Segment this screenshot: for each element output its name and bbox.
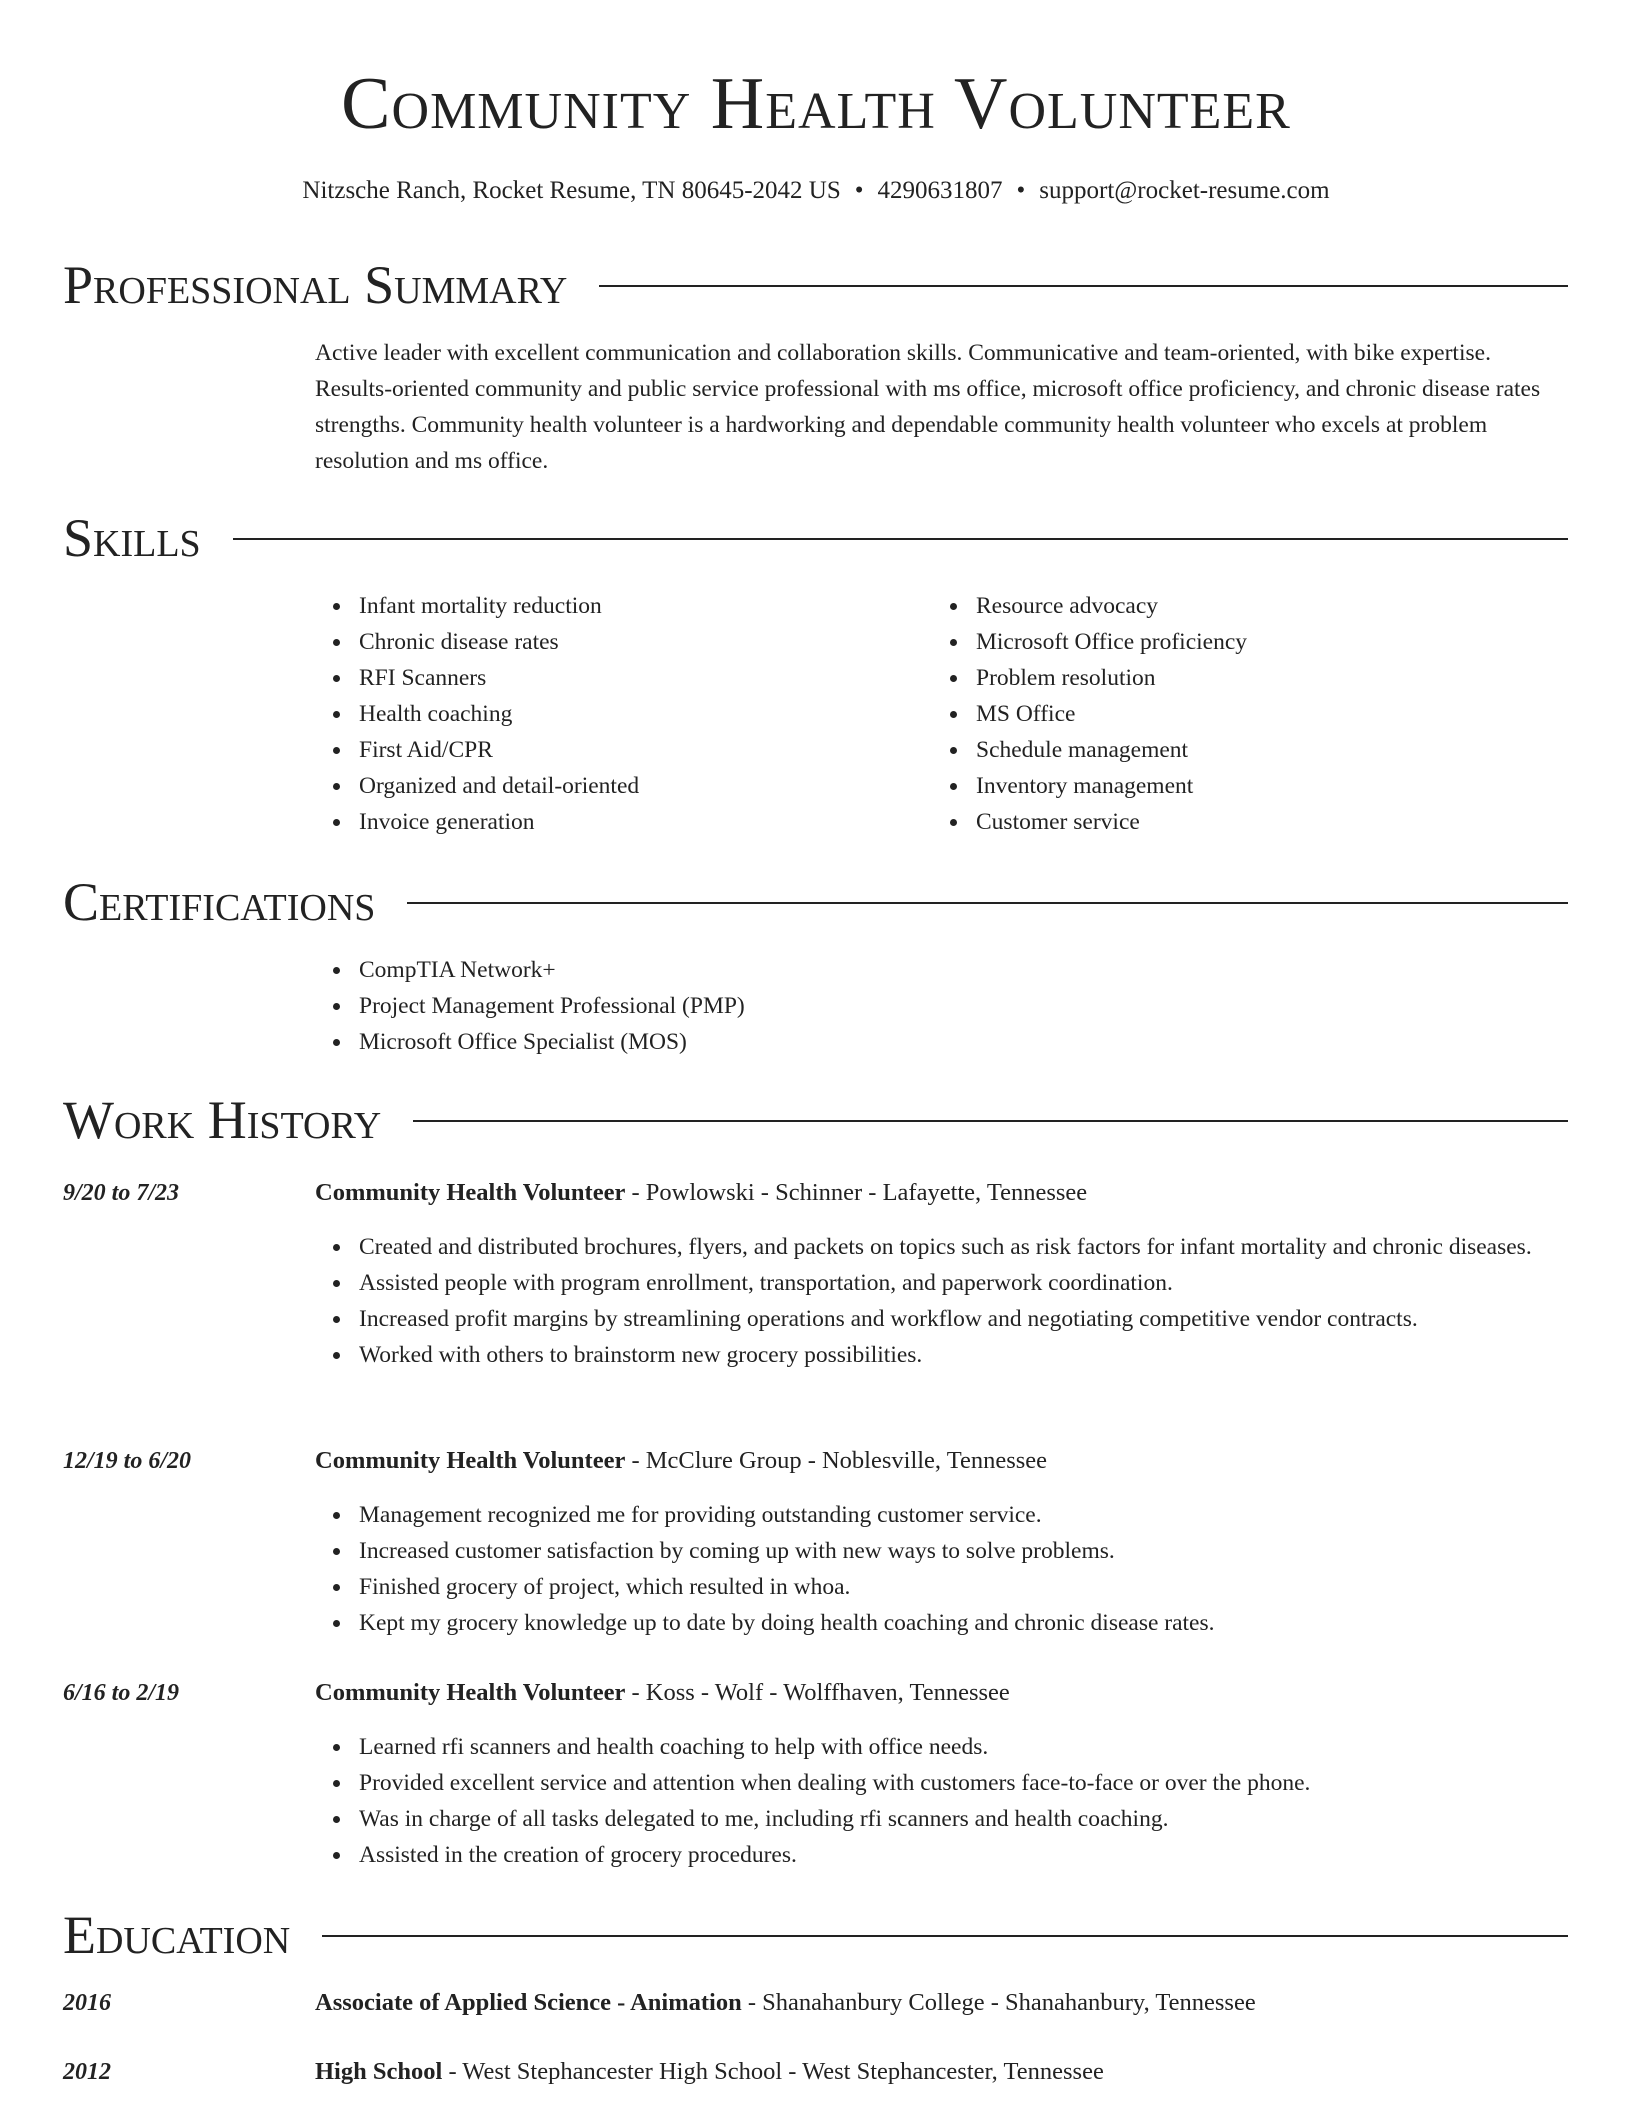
job-duty-list [315,1729,1570,1873]
contact-phone: 4290631807 [877,177,1003,204]
education-degree: High School [315,2058,443,2085]
job-duty-item: Created and distributed brochures, flyers, and packets on topics such as risk factors for infant mortality and chronic diseases. [315,1229,1570,1265]
skill-item: Problem resolution [932,660,1532,696]
education-degree: Associate of Applied Science - Animation [315,1989,742,2016]
job-duty-item: Learned rfi scanners and health coaching to help with office needs. [315,1729,1570,1765]
job-duty-item: Provided excellent service and attention when dealing with customers face-to-face or over the phone. [315,1765,1570,1801]
education-entry [315,2054,1570,2090]
job-duties [315,1229,1570,1373]
section-heading-summary: Professional Summary [63,255,599,315]
job-employer-location: - McClure Group - Noblesville, Tennessee [625,1447,1048,1474]
job-header [315,1443,1570,1479]
section-heading-skills: Skills [63,508,233,568]
certifications-column [315,952,1315,1060]
skill-item: Health coaching [315,696,915,732]
job-duty-item: Increased profit margins by streamlining operations and workflow and negotiating competitive vendor contracts. [315,1301,1570,1337]
education-year: 2012 [63,2059,111,2085]
section-heading-education: Education [63,1905,322,1965]
skill-item: Resource advocacy [932,588,1532,624]
job-duty-item: Increased customer satisfaction by coming up with new ways to solve problems. [315,1533,1570,1569]
section-heading-certifications: Certifications [63,872,407,932]
skill-item: Schedule management [932,732,1532,768]
job-title: Community Health Volunteer [315,1179,626,1206]
job-dates: 12/19 to 6/20 [63,1448,192,1474]
section-heading-work-history: Work History [63,1090,413,1150]
job-dates: 9/20 to 7/23 [63,1180,180,1206]
skill-item: Inventory management [932,768,1532,804]
job-title: Community Health Volunteer [315,1447,626,1474]
contact-line [0,176,1632,206]
section-work-history [63,1090,1568,1150]
skill-item: Organized and detail-oriented [315,768,915,804]
skill-item: Invoice generation [315,804,915,840]
job-duty-item: Worked with others to brainstorm new grocery possibilities. [315,1337,1570,1373]
contact-separator: • [854,177,864,204]
job-employer-location: - Powlowski - Schinner - Lafayette, Tennessee [625,1179,1088,1206]
job-header [315,1675,1570,1711]
skills-list-right [932,588,1532,840]
skill-item: First Aid/CPR [315,732,915,768]
job-duties [315,1729,1570,1873]
summary-text: Active leader with excellent communication and collaboration skills. Communicative and team-oriented, with bike expertise. Results-oriented community and public service professional with ms office, microsoft office proficiency, and chronic disease rates strengths. Community health volunteer is a hardworking and dependable community health volunteer who excels at problem resolution and ms office. [315,340,1541,474]
certification-item: Project Management Professional (PMP) [315,988,1315,1024]
job-employer-location: - Koss - Wolf - Wolffhaven, Tennessee [625,1679,1010,1706]
job-duty-list [315,1497,1570,1641]
candidate-name: Community Health Volunteer [341,63,1291,145]
job-dates: 6/16 to 2/19 [63,1680,180,1706]
certifications-list [315,952,1315,1060]
job-header [315,1175,1570,1211]
skill-item: Infant mortality reduction [315,588,915,624]
certification-item: Microsoft Office Specialist (MOS) [315,1024,1315,1060]
certification-item: CompTIA Network+ [315,952,1315,988]
job-duty-item: Finished grocery of project, which resulted in whoa. [315,1569,1570,1605]
skill-item: MS Office [932,696,1532,732]
job-title: Community Health Volunteer [315,1679,626,1706]
job-duty-item: Assisted people with program enrollment, transportation, and paperwork coordination. [315,1265,1570,1301]
skill-item: Microsoft Office proficiency [932,624,1532,660]
education-year: 2016 [63,1990,111,2016]
job-duty-list [315,1229,1570,1373]
skill-item: RFI Scanners [315,660,915,696]
skills-column-right [932,588,1532,840]
section-skills [63,508,1568,568]
education-entry [315,1985,1570,2021]
job-duty-item: Was in charge of all tasks delegated to me, including rfi scanners and health coaching. [315,1801,1570,1837]
contact-address: Nitzsche Ranch, Rocket Resume, TN 80645-2042 US [302,177,841,204]
education-school-location: - West Stephancester High School - West Stephancester, Tennessee [442,2058,1104,2085]
job-duties [315,1497,1570,1641]
section-divider [63,538,1568,540]
section-education [63,1905,1568,1965]
job-duty-item: Management recognized me for providing outstanding customer service. [315,1497,1570,1533]
section-certifications [63,872,1568,932]
skills-list-left [315,588,915,840]
section-professional-summary [63,255,1568,315]
skills-column-left [315,588,915,840]
skill-item: Customer service [932,804,1532,840]
skill-item: Chronic disease rates [315,624,915,660]
education-school-location: - Shanahanbury College - Shanahanbury, Tennessee [741,1989,1256,2016]
contact-separator: • [1016,177,1026,204]
contact-email: support@rocket-resume.com [1039,177,1330,204]
job-duty-item: Kept my grocery knowledge up to date by doing health coaching and chronic disease rates. [315,1605,1570,1641]
job-duty-item: Assisted in the creation of grocery procedures. [315,1837,1570,1873]
